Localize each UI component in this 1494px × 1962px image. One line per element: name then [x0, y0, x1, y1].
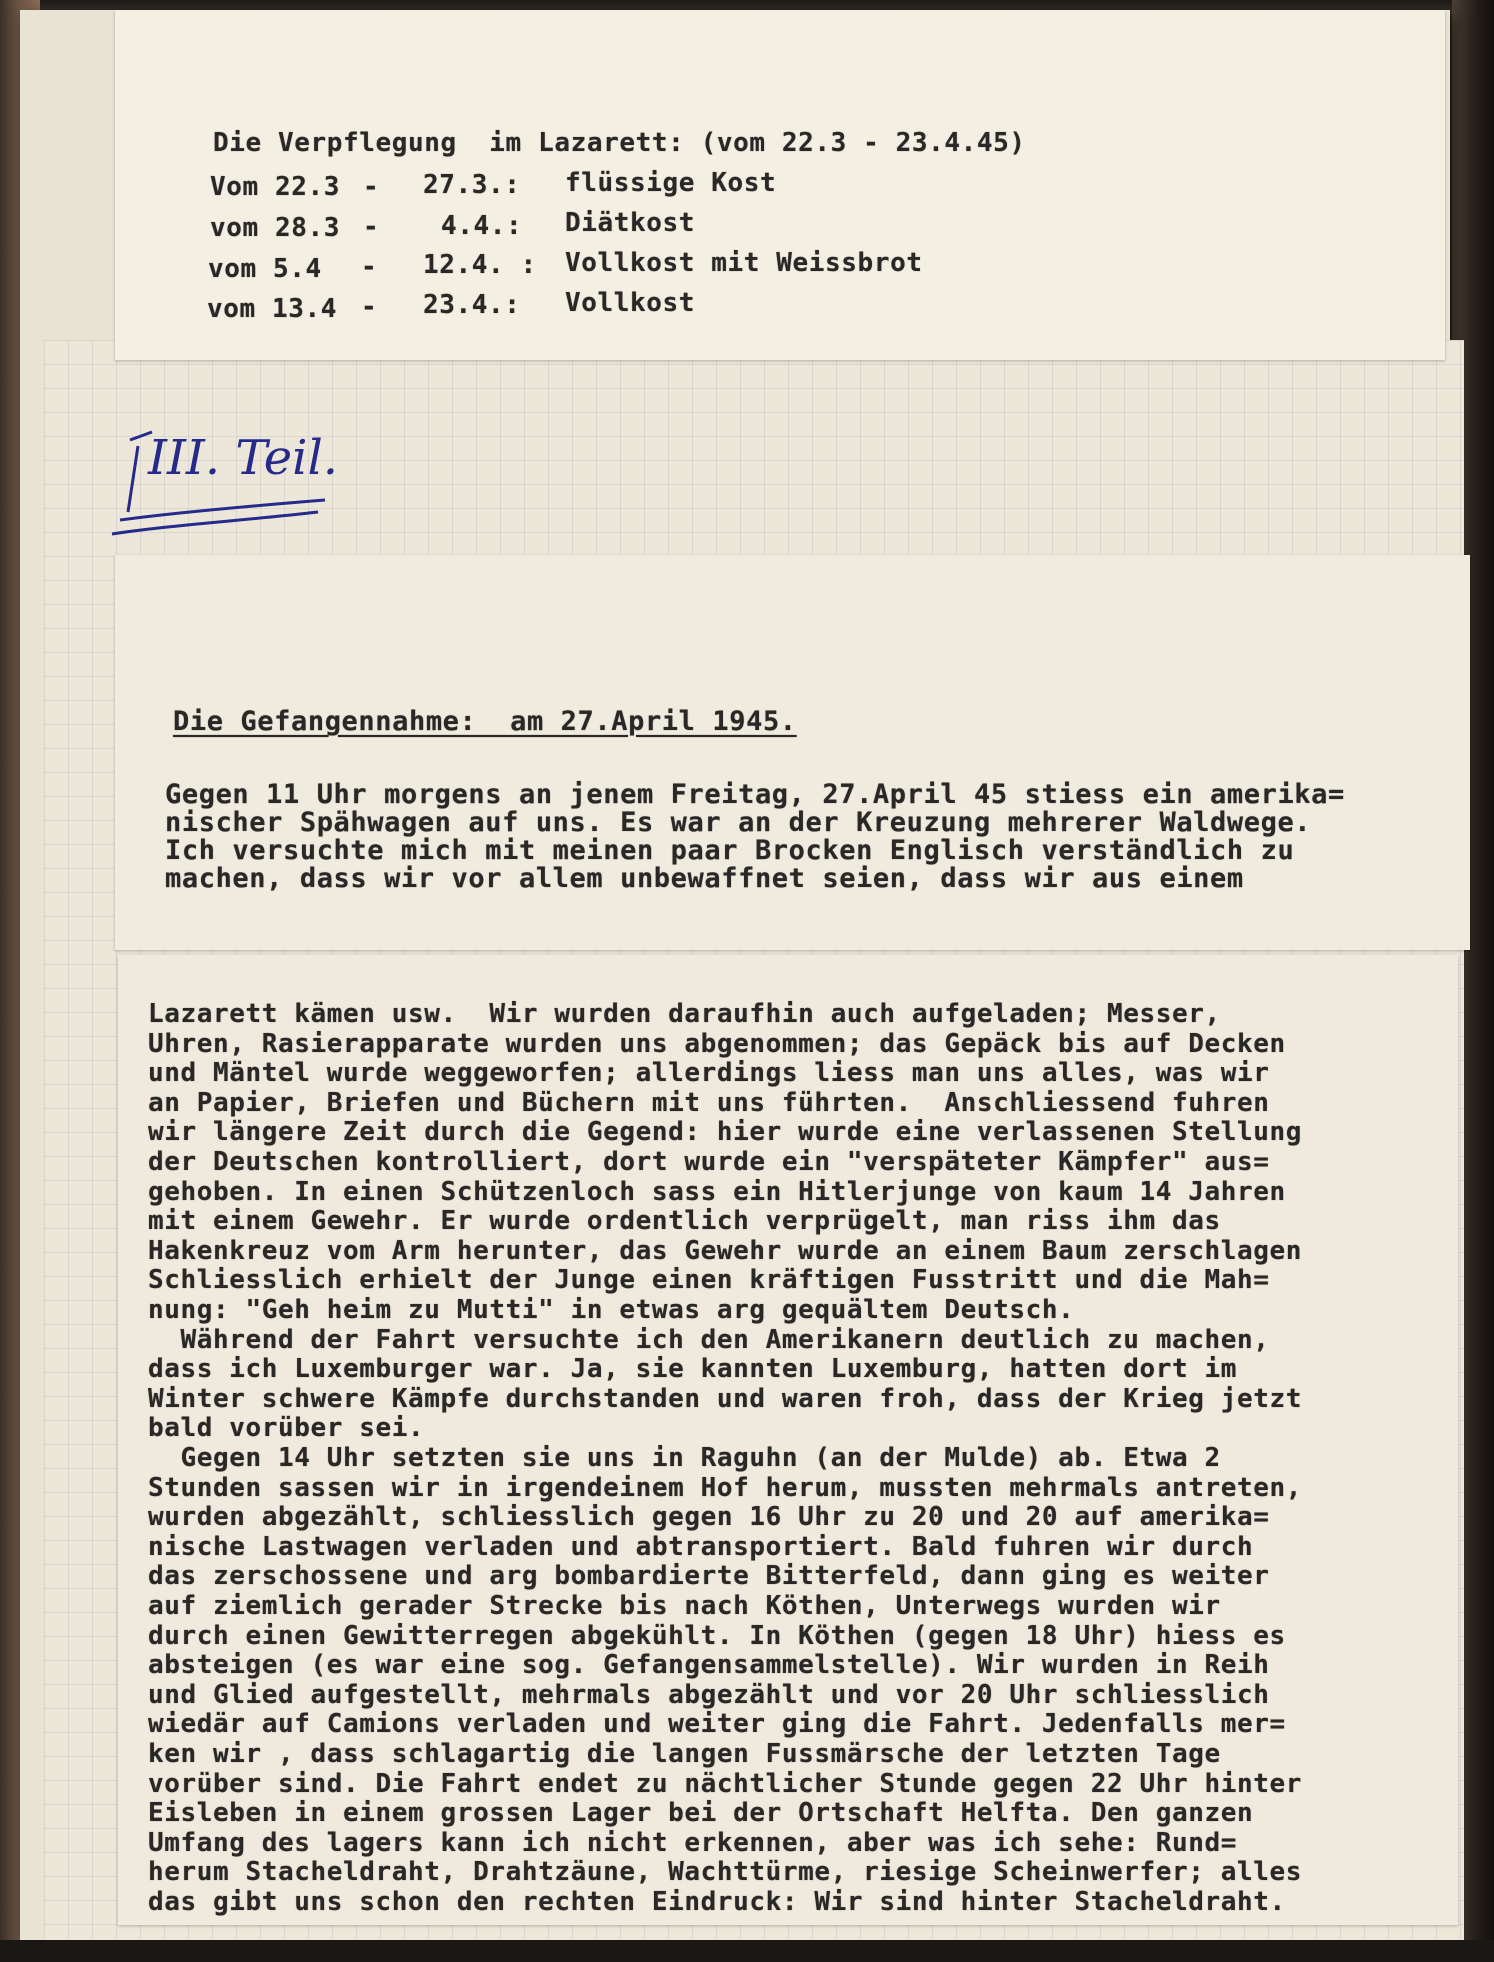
body-line: herum Stacheldraht, Drahtzäune, Wachttürme, riesige Scheinwerfer; alles [148, 1857, 1302, 1888]
diet-row-dash: - [363, 212, 380, 242]
bottom-shadow [0, 1940, 1494, 1962]
base-page [20, 10, 1450, 1940]
body-line: der Deutschen kontrolliert, dort wurde ein "verspäteter Kämpfer" aus= [148, 1147, 1270, 1177]
diet-row-food: Vollkost [565, 288, 696, 318]
diet-row-to: 27.3.: [423, 170, 521, 200]
handwritten-part-label [110, 430, 340, 550]
diet-row-to: 4.4.: [441, 211, 523, 241]
body-line: vorüber sind. Die Fahrt endet zu nächtlicher Stunde gegen 22 Uhr hinter [148, 1768, 1302, 1799]
main-text-strip [118, 955, 1458, 1925]
body-line: wir längere Zeit durch die Gegend: hier wurde eine verlassenen Stellung [148, 1117, 1302, 1148]
body-line: Winter schwere Kämpfe durchstanden und waren froh, dass der Krieg jetzt [148, 1383, 1302, 1414]
capture-line: Gegen 11 Uhr morgens an jenem Freitag, 27.April 45 stiess ein amerika= [165, 779, 1345, 810]
body-line: das gibt uns schon den rechten Eindruck: Wir sind hinter Stacheldraht. [148, 1887, 1286, 1917]
body-line: nische Lastwagen verladen und abtransportiert. Bald fuhren wir durch [148, 1531, 1254, 1562]
body-line: wurden abgezählt, schliesslich gegen 16 Uhr zu 20 und 20 auf amerika= [148, 1502, 1270, 1533]
body-line: Umfang des lagers kann ich nicht erkennen, aber was ich sehe: Rund= [148, 1827, 1237, 1858]
diet-row-from: vom 5.4 [208, 254, 322, 284]
body-line: gehoben. In einen Schützenloch sass ein Hitlerjunge von kaum 14 Jahren [148, 1176, 1286, 1207]
body-line: das zerschossene und arg bombardierte Bitterfeld, dann ging es weiter [148, 1561, 1270, 1592]
capture-line: Ich versuchte mich mit meinen paar Brocken Englisch verständlich zu [165, 835, 1295, 866]
diet-row-to: 12.4. : [423, 250, 537, 280]
diet-row-from: vom 28.3 [210, 213, 341, 243]
body-line: Lazarett kämen usw. Wir wurden daraufhin auch aufgeladen; Messer, [148, 999, 1221, 1029]
body-line: und Glied aufgestellt, mehrmals abgezählt und vor 20 Uhr schliesslich [148, 1679, 1270, 1710]
body-line: nung: "Geh heim zu Mutti" in etwas arg gequältem Deutsch. [148, 1295, 1075, 1325]
capture-line: nischer Spähwagen auf uns. Es war an der Kreuzung mehrerer Waldwege. [165, 807, 1312, 838]
body-line: durch einen Gewitterregen abgekühlt. In Köthen (gegen 18 Uhr) hiess es [148, 1620, 1286, 1651]
diet-row-dash: - [361, 252, 378, 282]
capture-strip [115, 555, 1470, 950]
body-line: mit einem Gewehr. Er wurde ordentlich verprügelt, man riss ihm das [148, 1206, 1221, 1237]
diet-row-dash: - [361, 292, 378, 322]
body-line: ken wir , dass schlagartig die langen Fussmärsche der letzten Tage [148, 1739, 1221, 1769]
diet-row-from: vom 13.4 [207, 294, 338, 324]
body-line: Schliesslich erhielt der Junge einen kräftigen Fusstritt und die Mah= [148, 1265, 1270, 1296]
diet-heading: Die Verpflegung im Lazarett: (vom 22.3 - 23.4.45) [213, 128, 1026, 158]
capture-line: machen, dass wir vor allem unbewaffnet seien, dass wir aus einem [165, 863, 1244, 894]
body-line: wiedär auf Camions verladen und weiter ging die Fahrt. Jedenfalls mer= [148, 1709, 1286, 1740]
diet-row-food: flüssige Kost [565, 168, 777, 198]
diet-menu-strip [115, 10, 1445, 360]
diet-row-food: Vollkost mit Weissbrot [565, 248, 923, 278]
body-line: bald vorüber sei. [148, 1413, 425, 1444]
body-line: Hakenkreuz vom Arm herunter, das Gewehr wurde an einem Baum zerschlagen [148, 1235, 1302, 1266]
body-line: und Mäntel wurde weggeworfen; allerdings liess man uns alles, was wir [148, 1058, 1270, 1089]
diet-row-to: 23.4.: [423, 290, 521, 320]
body-line: absteigen (es war eine sog. Gefangensammelstelle). Wir wurden in Reih [148, 1650, 1270, 1681]
capture-heading: Die Gefangennahme: am 27.April 1945. [173, 706, 797, 737]
part-label-text: III. Teil. [148, 430, 339, 486]
body-line: Während der Fahrt versuchte ich den Amerikanern deutlich zu machen, [148, 1324, 1270, 1355]
diet-row-food: Diätkost [565, 208, 696, 238]
body-line: dass ich Luxemburger war. Ja, sie kannten Luxemburg, hatten dort im [148, 1354, 1237, 1385]
body-line: auf ziemlich gerader Strecke bis nach Köthen, Unterwegs wurden wir [148, 1591, 1221, 1621]
diet-row-from: Vom 22.3 [210, 172, 341, 202]
body-line: Gegen 14 Uhr setzten sie uns in Raguhn (an der Mulde) ab. Etwa 2 [148, 1443, 1221, 1473]
body-line: Stunden sassen wir in irgendeinem Hof herum, mussten mehrmals antreten, [148, 1472, 1302, 1503]
diet-row-dash: - [363, 172, 380, 202]
body-line: Eisleben in einem grossen Lager bei der Ortschaft Helfta. Den ganzen [148, 1798, 1254, 1829]
body-line: Uhren, Rasierapparate wurden uns abgenommen; das Gepäck bis auf Decken [148, 1028, 1286, 1059]
body-line: an Papier, Briefen und Büchern mit uns führten. Anschliessend fuhren [148, 1087, 1270, 1118]
